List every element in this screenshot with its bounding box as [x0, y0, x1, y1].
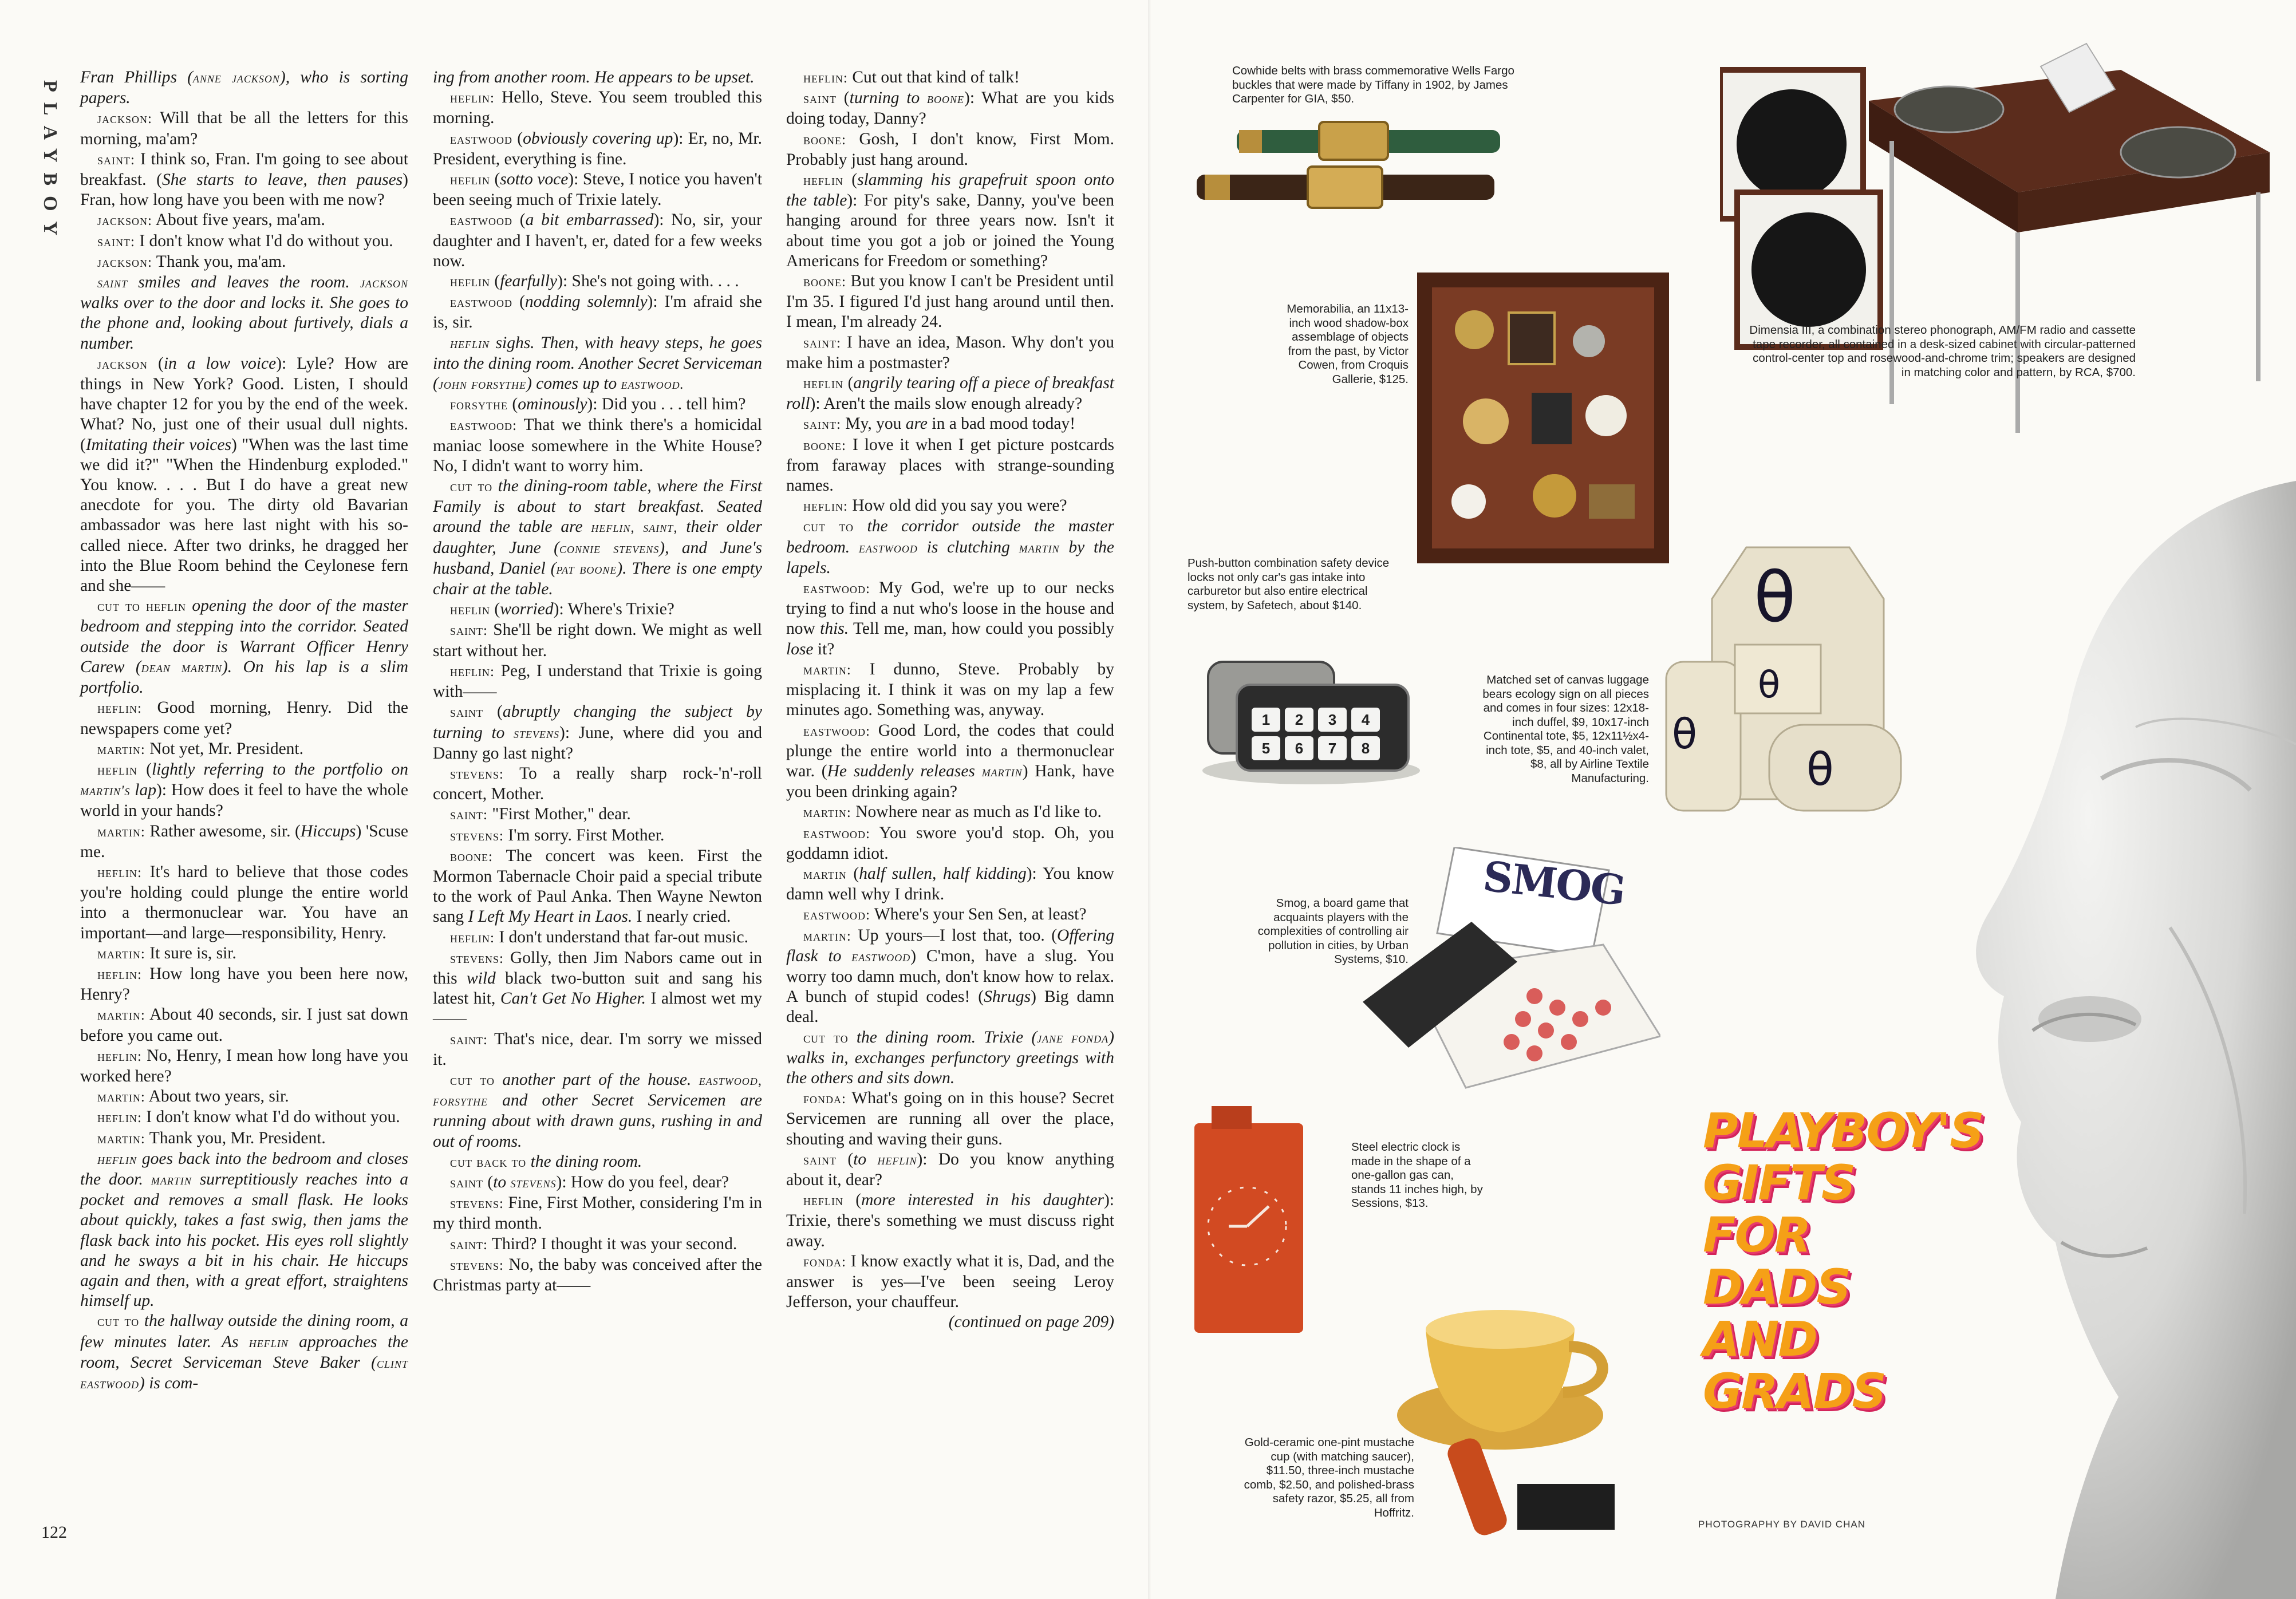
- running-head: PLAYBOY: [40, 80, 61, 246]
- paragraph: jackson: Thank you, ma'am.: [97, 252, 286, 271]
- paragraph: jackson: About five years, ma'am.: [97, 211, 325, 230]
- paragraph: martin: Up yours—I lost that, too. (Offering flask to eastwood) C'mon, have a slug. You worry too damn much, don't know how to relax. A bunch of stupid codes! (Shrugs) Big damn deal.: [786, 926, 1114, 1026]
- paragraph: jackson: Will that be all the letters for this morning, ma'am?: [80, 109, 408, 148]
- paragraph: saint: Third? I thought it was your second.: [450, 1234, 737, 1253]
- paragraph: cut to the hallway outside the dining room, a few minutes later. As heflin approaches the room, Secret Serviceman Steve Baker (clint eastwood) is com-: [80, 1312, 409, 1392]
- paragraph: ing from another room. He appears to be upset.: [433, 68, 755, 86]
- paragraph: cut to the corridor outside the master bedroom. eastwood is clutching martin by the lapels.: [786, 517, 1115, 577]
- text-column-1: [80, 68, 408, 1394]
- title-line-4: GRADS: [1703, 1363, 1885, 1419]
- paragraph: saint: She'll be right down. We might as well start without her.: [433, 621, 762, 660]
- paragraph: heflin: How old did you say you were?: [803, 496, 1067, 515]
- keypad-key: 4: [1351, 708, 1380, 732]
- paragraph: heflin: I don't know what I'd do without you.: [97, 1108, 400, 1127]
- paragraph: stevens: No, the baby was conceived after the Christmas party at——: [433, 1255, 762, 1294]
- paragraph: heflin: No, Henry, I mean how long have you worked here?: [80, 1046, 408, 1085]
- paragraph: cut to the dining room. Trixie (jane fonda) walks in, exchanges perfunctory greetings with the others and sits down.: [786, 1028, 1114, 1087]
- paragraph: heflin goes back into the bedroom and closes the door. martin surreptitiously reaches into a pocket and removes a small flask. He looks about quickly, takes a fast swig, then jams the flask back into his pocket. His eyes roll slightly and he sways a bit in his chair. He hiccups again and then, with a great effort, straightens himself up.: [80, 1149, 408, 1310]
- ecology-symbol-large: θ: [1754, 558, 1796, 638]
- paragraph: boone: I love it when I get picture postcards from faraway places with strange-sounding names.: [786, 435, 1114, 495]
- paragraph: saint smiles and leaves the room. jackson walks over to the door and locks it. She goes to the phone and, looking about furtively, dials a number.: [80, 273, 408, 353]
- paragraph: Fran Phillips (anne jackson), who is sorting papers.: [80, 68, 408, 108]
- paragraph: saint (to stevens): How do you feel, dear?: [450, 1172, 729, 1191]
- luggage-photo: [1655, 536, 1944, 845]
- paragraph: heflin: Good morning, Henry. Did the newspapers come yet?: [80, 698, 408, 738]
- paragraph: heflin: It's hard to believe that those codes you're holding could plunge the entire world into a thermonuclear war. You have an important—and large—responsibility, Henry.: [80, 862, 408, 942]
- text-column-3: [786, 68, 1114, 1333]
- feature-title: [1703, 1103, 1983, 1419]
- belts-photo: [1188, 117, 1508, 243]
- paragraph: saint (turning to boone): What are you kids doing today, Danny?: [786, 89, 1114, 128]
- caption-luggage: Matched set of canvas luggage bears ecology sign on all pieces and comes in four sizes: 12x18-inch duffel, $9, 10x17-inch Continental tote, $5, 12x11½x4-inch tote, $5, and 40-inch valet, $8, all by Airline Textile Manufacturing.: [1482, 673, 1649, 785]
- keypad-key: 8: [1351, 736, 1380, 760]
- paragraph: eastwood: Good Lord, the codes that could plunge the entire world into a thermonuclear war. (He suddenly releases martin) Hank, have you been drinking again?: [786, 721, 1114, 802]
- paragraph: stevens: Fine, First Mother, considering I'm in my third month.: [433, 1194, 762, 1233]
- keypad-key: 6: [1285, 736, 1313, 760]
- keypad-key: 2: [1285, 708, 1313, 732]
- page-number: 122: [41, 1523, 67, 1542]
- paragraph: martin: About 40 seconds, sir. I just sat down before you came out.: [80, 1005, 408, 1045]
- paragraph: saint: That's nice, dear. I'm sorry we missed it.: [433, 1029, 762, 1069]
- paragraph: forsythe (ominously): Did you . . . tell him?: [450, 395, 746, 414]
- lock-keypad: [1249, 705, 1398, 763]
- paragraph: martin: It sure is, sir.: [97, 943, 236, 962]
- ecology-symbol-tote: θ: [1758, 664, 1781, 706]
- paragraph: eastwood: That we think there's a homicidal maniac loose somewhere in the White House? No, I didn't want to worry him.: [433, 416, 762, 475]
- paragraph: martin: Rather awesome, sir. (Hiccups) 'Scuse me.: [80, 822, 408, 861]
- paragraph: cut to another part of the house. eastwood, forsythe and other Secret Servicemen are running about with drawn guns, rushing in and out of rooms.: [433, 1070, 762, 1151]
- title-line-2: GIFTS FOR: [1703, 1155, 1855, 1263]
- keypad-key: 1: [1252, 708, 1280, 732]
- gutter: [1148, 0, 1151, 1599]
- keypad-key: 7: [1318, 736, 1347, 760]
- paragraph: saint (to heflin): Do you know anything about it, dear?: [786, 1150, 1114, 1189]
- paragraph: saint: "First Mother," dear.: [450, 805, 631, 824]
- paragraph: martin: Thank you, Mr. President.: [97, 1128, 326, 1147]
- paragraph: martin: About two years, sir.: [97, 1087, 289, 1106]
- shadowbox-photo: [1417, 273, 1669, 563]
- paragraph: stevens: Golly, then Jim Nabors came out in this wild black two-button suit and sang his latest hit, Can't Get No Higher. I almost wet my——: [433, 948, 762, 1028]
- paragraph: heflin (sotto voce): Steve, I notice you haven't been seeing much of Trixie lately.: [433, 170, 762, 210]
- caption-clock: Steel electric clock is made in the shape of a one-gallon gas can, stands 11 inches high, by Sessions, $13.: [1351, 1140, 1483, 1210]
- paragraph: cut back to the dining room.: [450, 1152, 642, 1171]
- caption-lock: Push-button combination safety device locks not only car's gas intake into carburetor but also entire electrical system, by Safetech, about $140.: [1188, 556, 1390, 612]
- paragraph: boone: Gosh, I don't know, First Mom. Probably just hang around.: [786, 129, 1114, 169]
- paragraph: heflin (worried): Where's Trixie?: [450, 600, 674, 619]
- caption-cup: Gold-ceramic one-pint mustache cup (with matching saucer), $11.50, three-inch mustache comb, $2.50, and polished-brass safety razor, $5.25, all from Hoffritz.: [1244, 1436, 1414, 1519]
- paragraph: martin: Nowhere near as much as I'd like to.: [803, 803, 1102, 822]
- title-line-3: DADS AND: [1703, 1259, 1850, 1367]
- caption-belts: Cowhide belts with brass commemorative Wells Fargo buckles that were made by Tiffany in 1902, by James Carpenter for GIA, $50.: [1232, 64, 1514, 105]
- paragraph: jackson (in a low voice): Lyle? How are things in New York? Good. Listen, I should have chapter 12 for you by the end of the week. What? No, just one of their usual dull nights. (Imitating their voices) "When was the last time we did it?" "When the Hindenburg exploded." You know. . . . But I do have a great new anecdote for you. The dirty old Bavarian ambassador was here last night with his so-called niece. After two drinks, he dragged her into the Blue Room behind the Ceylonese fern and she——: [80, 354, 408, 595]
- ecology-symbol-duffel: θ: [1806, 744, 1834, 796]
- caption-stereo: Dimensia III, a combination stereo phonograph, AM/FM radio and cassette tape recorder, all contained in a desk-sized cabinet with circular-patterned control-center top and rosewood-and-chrome trim; speakers are designed in matching color and pattern, by RCA, $700.: [1749, 323, 2136, 379]
- paragraph: eastwood (obviously covering up): Er, no, Mr. President, everything is fine.: [433, 129, 762, 168]
- paragraph: heflin (slamming his grapefruit spoon onto the table): For pity's sake, Danny, you've been hanging around for three years now. Isn't it about time you got a job or joined the Young Americans for Freedom or something?: [786, 171, 1114, 270]
- text-column-2: [433, 68, 762, 1296]
- paragraph: heflin: How long have you been here now, Henry?: [80, 964, 408, 1004]
- paragraph: heflin (fearfully): She's not going with. . . .: [450, 272, 739, 291]
- paragraph: eastwood (nodding solemnly): I'm afraid she is, sir.: [433, 293, 762, 332]
- paragraph: heflin: I don't understand that far-out music.: [450, 927, 748, 946]
- title-line-1: PLAYBOY'S: [1703, 1103, 1983, 1159]
- paragraph: saint: I think so, Fran. I'm going to see about breakfast. (She starts to leave, then pauses) Fran, how long have you been with me now?: [80, 149, 408, 210]
- paragraph: heflin: Peg, I understand that Trixie is going with——: [433, 661, 762, 701]
- paragraph: saint: I have an idea, Mason. Why don't you make him a postmaster?: [786, 333, 1114, 372]
- paragraph: eastwood: Where's your Sen Sen, at least?: [803, 905, 1087, 924]
- caption-shadowbox: Memorabilia, an 11x13-inch wood shadow-box assemblage of objects from the past, by Victor Cowen, from Croquis Gallerie, $125.: [1287, 302, 1409, 386]
- paragraph: eastwood: My God, we're up to our necks trying to find a nut who's loose in the house and now this. Tell me, man, how could you possibly lose it?: [786, 579, 1114, 658]
- paragraph: heflin (lightly referring to the portfolio on martin's lap): How does it feel to have the whole world in your hands?: [80, 760, 408, 820]
- keypad-key: 3: [1318, 708, 1347, 732]
- paragraph: saint: I don't know what I'd do without you.: [97, 231, 393, 250]
- paragraph: stevens: I'm sorry. First Mother.: [450, 826, 665, 844]
- paragraph: cut to heflin opening the door of the master bedroom and stepping into the corridor. Seated outside the door is Warrant Officer Henry Carew (dean martin). On his lap is a slim portfolio.: [80, 597, 408, 697]
- clock-photo: [1194, 1106, 1303, 1333]
- paragraph: heflin (more interested in his daughter): Trixie, there's something we must discuss right away.: [786, 1191, 1114, 1250]
- photo-credit: PHOTOGRAPHY BY DAVID CHAN: [1698, 1519, 1866, 1530]
- paragraph: eastwood (a bit embarrassed): No, sir, your daughter and I haven't, er, dated for a few weeks now.: [433, 211, 763, 270]
- mustache-cup-photo: [1386, 1295, 1626, 1547]
- paragraph: stevens: To a really sharp rock-'n'-roll concert, Mother.: [433, 764, 762, 804]
- paragraph: boone: The concert was keen. First the Mormon Tabernacle Choir paid a special tribute to the work of Paul Anka. Then Wayne Newton sang I Left My Heart in Laos. I nearly cried.: [433, 846, 762, 926]
- paragraph: fonda: What's going on in this house? Secret Servicemen are running all over the place, shouting and waving their guns.: [786, 1089, 1114, 1148]
- paragraph: fonda: I know exactly what it is, Dad, and the answer is yes—I've been seeing Leroy Jefferson, your chauffeur.: [786, 1251, 1114, 1312]
- paragraph: martin: Not yet, Mr. President.: [97, 739, 304, 758]
- smog-logo: SMOG: [1481, 851, 1627, 915]
- paragraph: heflin: Cut out that kind of talk!: [803, 68, 1020, 86]
- paragraph: eastwood: You swore you'd stop. Oh, you goddamn idiot.: [786, 823, 1114, 863]
- caption-smog: Smog, a board game that acquaints players with the complexities of controlling air pollution in cities, by Urban Systems, $10.: [1257, 897, 1409, 966]
- keypad-key: 5: [1252, 736, 1280, 760]
- paragraph: saint (abruptly changing the subject by turning to stevens): June, where did you and Danny go last night?: [433, 702, 763, 763]
- ecology-symbol-bag: θ: [1672, 710, 1698, 758]
- paragraph: heflin sighs. Then, with heavy steps, he goes into the dining room. Another Secret Serviceman (john forsythe) comes up to eastwood.: [433, 333, 762, 393]
- paragraph: cut to the dining-room table, where the First Family is about to start breakfast. Seated around the table are heflin, saint, their older daughter, June (connie stevens), and June's husband, Daniel (pat boone). There is one empty chair at the table.: [433, 477, 763, 599]
- paragraph: martin: I dunno, Steve. Probably by misplacing it. I think it was on my lap a few minutes ago. Something was, anyway.: [786, 660, 1114, 720]
- paragraph: heflin: Hello, Steve. You seem troubled this morning.: [433, 88, 762, 128]
- paragraph: saint: My, you are in a bad mood today!: [803, 414, 1076, 433]
- paragraph: heflin (angrily tearing off a piece of breakfast roll): Aren't the mails slow enough already?: [786, 374, 1114, 413]
- paragraph: martin (half sullen, half kidding): You know damn well why I drink.: [786, 864, 1114, 904]
- continued-note: (continued on page 209): [948, 1313, 1114, 1332]
- paragraph: boone: But you know I can't be President until I'm 35. I figured I'd just hang around until then. I mean, I'm already 24.: [786, 272, 1114, 331]
